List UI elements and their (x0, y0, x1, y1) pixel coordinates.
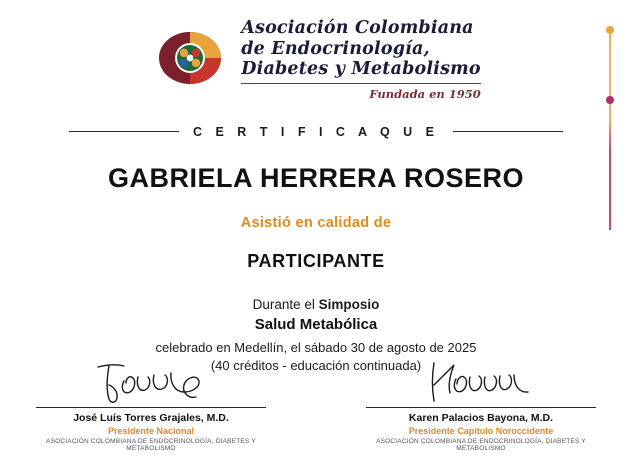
signature-image-right (356, 359, 606, 405)
event-title: Salud Metabólica (254, 315, 378, 333)
signature-image-left (26, 359, 276, 405)
signatures-area (0, 359, 632, 452)
certificate-header (0, 0, 632, 101)
certifies-row (0, 125, 632, 139)
event-place-date: celebrado en Medellín, el sábado 30 de agosto de 2025 (155, 339, 477, 355)
decorative-accent-line (609, 30, 611, 230)
divider-right (453, 131, 563, 132)
org-name-line3: Diabetes y Metabolismo (241, 59, 481, 80)
signatory-name-right: Karen Palacios Bayona, M.D. (408, 412, 554, 424)
decorative-dot-magenta-icon (606, 96, 614, 104)
certifies-label: C E R T I F I C A Q U E (192, 124, 440, 139)
org-founded-label: Fundada en 1950 (241, 83, 481, 101)
event-credits: (40 créditos - educación continuada) (210, 357, 422, 373)
signature-block-right (356, 359, 606, 452)
role-label: Asistió en calidad de (240, 214, 392, 231)
signature-rule-right (366, 407, 596, 408)
signature-block-left (26, 359, 276, 452)
divider-left (69, 131, 179, 132)
event-type: Simposio (318, 296, 380, 312)
org-name-line2: de Endocrinología, (241, 38, 430, 59)
signatory-org-right: ASOCIACIÓN COLOMBIANA DE ENDOCRINOLOGÍA, DIABETES Y METABOLISMO (376, 438, 586, 452)
asociacion-logo-icon (151, 28, 229, 90)
role-value: PARTICIPANTE (247, 250, 385, 271)
decorative-dot-orange-icon (606, 26, 614, 34)
recipient-name: GABRIELA HERRERA ROSERO (107, 162, 525, 193)
event-prefix-row (0, 297, 632, 312)
event-prefix: Durante el (252, 296, 319, 312)
signature-rule-left (36, 407, 266, 408)
signatory-org-left: ASOCIACIÓN COLOMBIANA DE ENDOCRINOLOGÍA, DIABETES Y METABOLISMO (46, 438, 256, 452)
signatory-name-left: José Luís Torres Grajales, M.D. (73, 412, 229, 424)
org-name-line1: Asociación Colombiana (241, 18, 474, 38)
organization-name (241, 18, 481, 101)
signatory-role-left: Presidente Nacional (107, 426, 195, 436)
signatory-role-right: Presidente Capítulo Noroccidente (408, 426, 554, 436)
